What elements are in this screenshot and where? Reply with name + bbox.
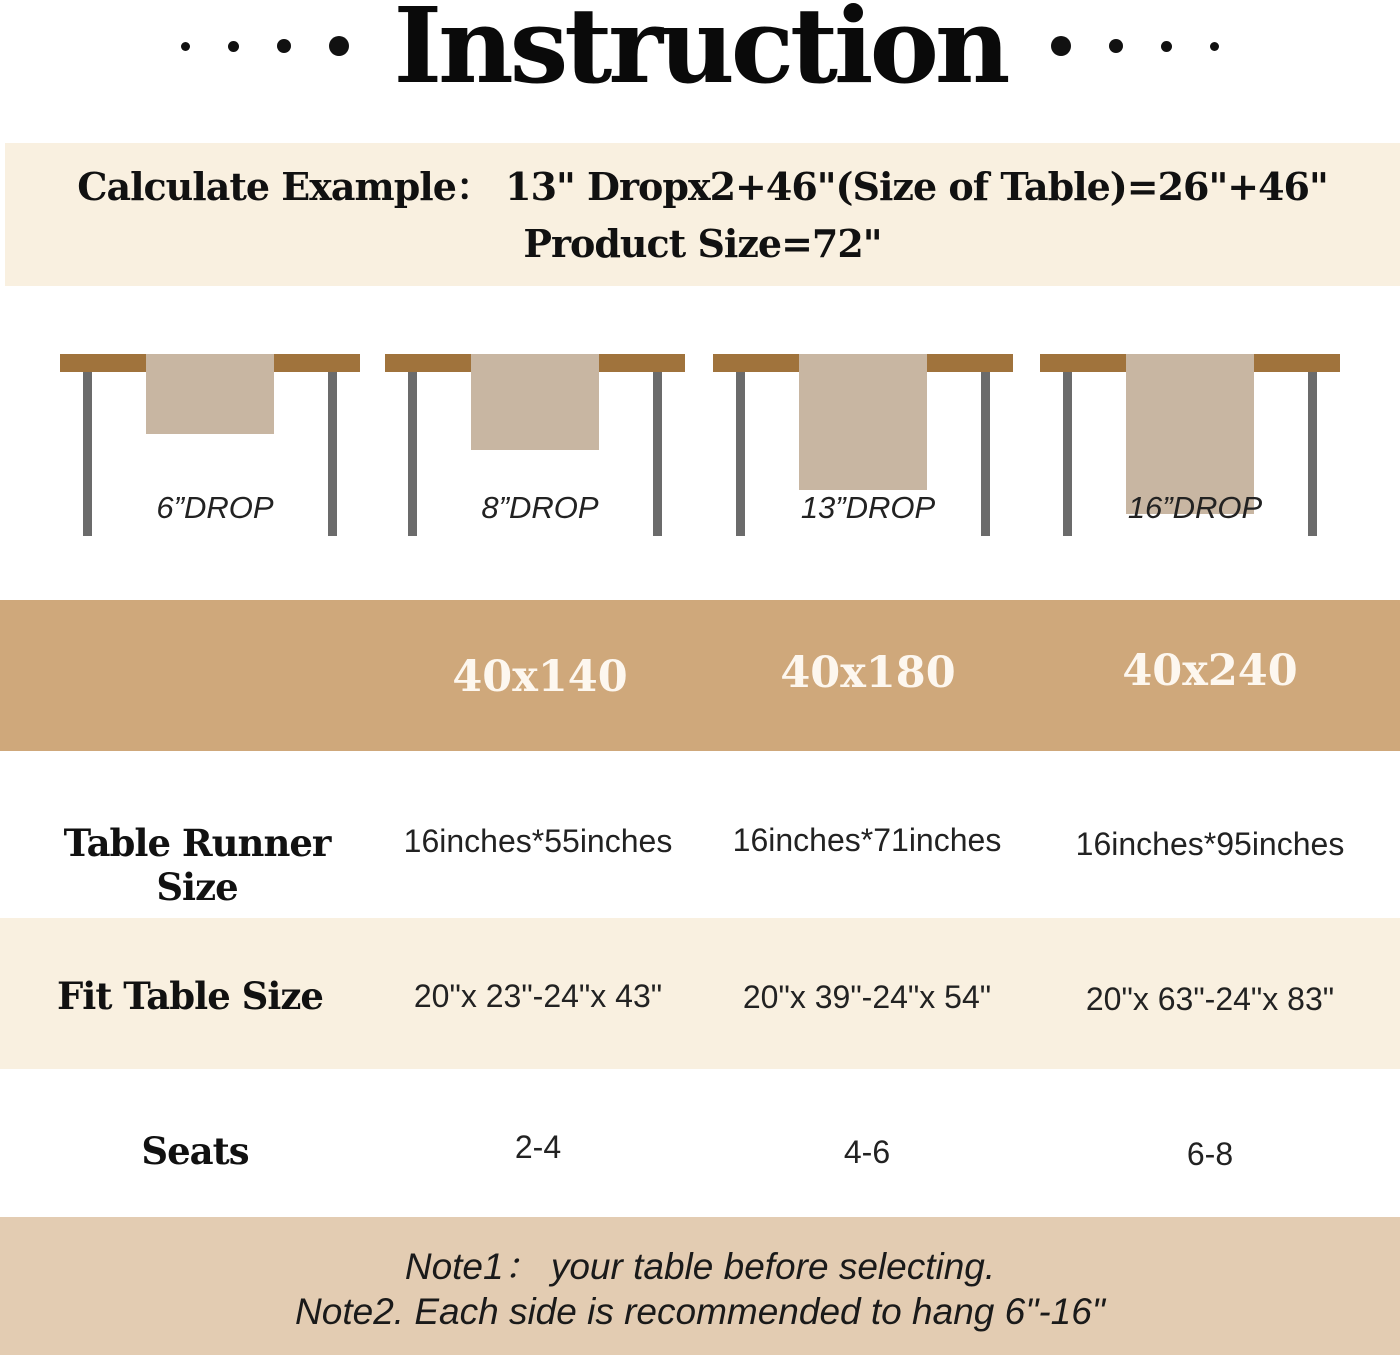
table-row bbox=[0, 918, 1400, 1069]
note-1: Note1： your table before selecting. bbox=[404, 1246, 996, 1287]
dot-icon bbox=[1051, 36, 1071, 56]
table-cell: 20"x 63"-24"x 83" bbox=[1085, 981, 1335, 1017]
right-dots bbox=[1051, 36, 1219, 56]
table-row bbox=[0, 1069, 1400, 1217]
table-cell: 20"x 23"-24"x 43" bbox=[413, 978, 663, 1014]
drop-label: 8”DROP bbox=[481, 490, 599, 525]
table-cell: 2-4 bbox=[514, 1129, 562, 1165]
table-cell: 16inches*95inches bbox=[1075, 826, 1345, 862]
size-header: 40x240 bbox=[1122, 646, 1298, 696]
size-header: 40x180 bbox=[780, 648, 956, 698]
page-title: Instruction bbox=[393, 0, 1007, 107]
dot-icon bbox=[1109, 39, 1123, 53]
left-dots bbox=[181, 36, 349, 56]
drop-label: 13”DROP bbox=[800, 490, 936, 525]
dot-icon bbox=[329, 36, 349, 56]
runner-drop bbox=[471, 354, 599, 450]
example-line-2: Product Size=72" bbox=[523, 221, 882, 266]
runner-drop bbox=[146, 354, 274, 434]
runner-drop bbox=[799, 354, 927, 490]
dot-icon bbox=[181, 42, 190, 51]
drop-label: 16”DROP bbox=[1127, 490, 1263, 525]
drop-label: 6”DROP bbox=[156, 490, 274, 525]
dot-icon bbox=[1210, 42, 1219, 51]
table-row bbox=[0, 751, 1400, 918]
note-2: Note2. Each side is recommended to hang 6"-16" bbox=[295, 1291, 1105, 1333]
table-cell: 4-6 bbox=[843, 1134, 891, 1170]
example-line-1: Calculate Example： 13" Dropx2+46"(Size of Table)=26"+46" bbox=[77, 164, 1328, 209]
title-bar bbox=[0, 0, 1400, 106]
row-label: Fit Table Size bbox=[57, 974, 323, 1018]
row-label: Seats bbox=[141, 1129, 249, 1173]
size-header: 40x140 bbox=[452, 652, 628, 702]
dot-icon bbox=[1161, 41, 1172, 52]
drop-diagram-13 bbox=[713, 354, 1013, 539]
table-cell: 20"x 39"-24"x 54" bbox=[742, 979, 992, 1015]
table-cell: 16inches*71inches bbox=[732, 822, 1002, 858]
row-label: Table Runner Size bbox=[63, 821, 331, 909]
size-header-band bbox=[0, 600, 1400, 751]
drop-diagram-16 bbox=[1040, 354, 1340, 539]
dot-icon bbox=[277, 39, 291, 53]
dot-icon bbox=[228, 41, 239, 52]
notes-band bbox=[0, 1217, 1400, 1355]
table-cell: 16inches*55inches bbox=[403, 823, 673, 859]
drop-diagram-6 bbox=[60, 354, 360, 539]
drop-diagram-8 bbox=[385, 354, 685, 539]
calculate-example bbox=[5, 143, 1400, 286]
table-cell: 6-8 bbox=[1186, 1136, 1234, 1172]
